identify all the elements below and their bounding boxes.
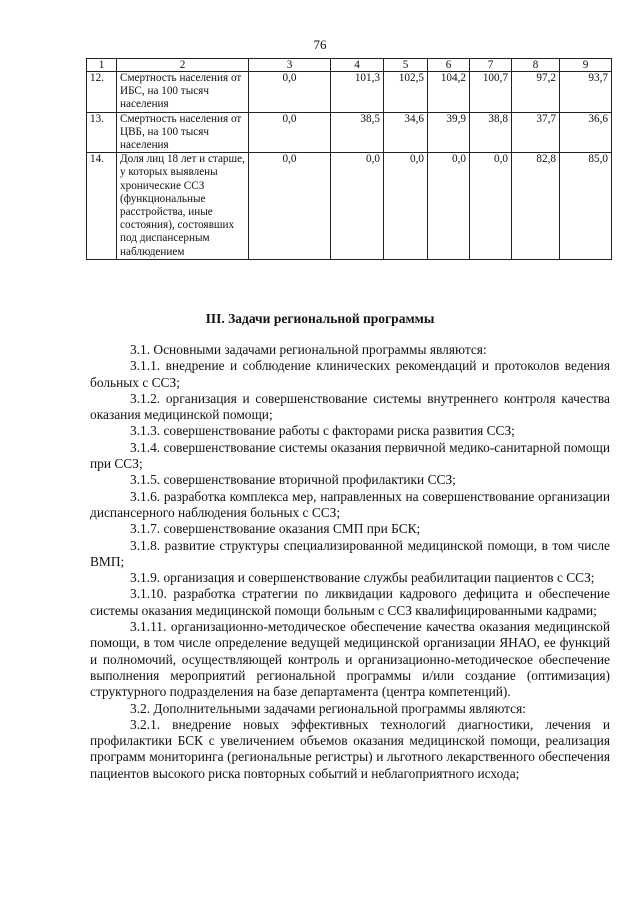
paragraph: 3.1.6. разработка комплекса мер, направленных на совершенствование организации диспансерного наблюдения больных с ССЗ; bbox=[90, 488, 610, 520]
cell-value: 0,0 bbox=[249, 112, 331, 153]
paragraph: 3.2. Дополнительными задачами региональной программы являются: bbox=[130, 700, 526, 716]
cell-value: 100,7 bbox=[470, 72, 512, 113]
cell-value: 101,3 bbox=[331, 72, 384, 113]
cell-value: 39,9 bbox=[428, 112, 470, 153]
table-row bbox=[87, 72, 612, 113]
row-number: 13. bbox=[87, 112, 117, 153]
cell-value: 102,5 bbox=[384, 72, 428, 113]
column-header: 2 bbox=[117, 59, 249, 72]
cell-value: 38,5 bbox=[331, 112, 384, 153]
cell-value: 34,6 bbox=[384, 112, 428, 153]
cell-value: 0,0 bbox=[428, 153, 470, 260]
cell-value: 0,0 bbox=[249, 72, 331, 113]
cell-value: 0,0 bbox=[249, 153, 331, 260]
paragraph: 3.1.5. совершенствование вторичной профилактики ССЗ; bbox=[130, 472, 456, 488]
paragraph: 3.1.8. развитие структуры специализированной медицинской помощи, в том числе ВМП; bbox=[90, 537, 610, 569]
body-text bbox=[90, 342, 610, 782]
paragraph: 3.1.10. разработка стратегии по ликвидации кадрового дефицита и обеспечение системы оказания медицинской помощи больным с ССЗ квалифицированными кадрами; bbox=[90, 586, 610, 618]
cell-value: 36,6 bbox=[560, 112, 612, 153]
paragraph: 3.1.7. совершенствование оказания СМП при БСК; bbox=[130, 521, 421, 537]
row-number: 14. bbox=[87, 153, 117, 260]
cell-value: 104,2 bbox=[428, 72, 470, 113]
column-header: 3 bbox=[249, 59, 331, 72]
paragraph: 3.1. Основными задачами региональной программы являются: bbox=[130, 342, 487, 357]
row-number: 12. bbox=[87, 72, 117, 113]
column-header: 8 bbox=[512, 59, 560, 72]
paragraph: 3.1.11. организационно-методическое обеспечение качества оказания медицинской помощи, в том числе определение ведущей медицинской организации ЯНАО, ее функций и полномочий, осуществляющей контроль и организационно-методическое обеспечение выполнения мероприятий региональной программы и/или создание (оптимизация) структурного подразделения на базе департамента (центра компетенций). bbox=[90, 619, 610, 700]
page-number: 76 bbox=[313, 37, 327, 52]
cell-value: 38,8 bbox=[470, 112, 512, 153]
column-header: 7 bbox=[470, 59, 512, 72]
column-header: 1 bbox=[87, 59, 117, 72]
paragraph: 3.1.3. совершенствование работы с факторами риска развития ССЗ; bbox=[130, 423, 515, 439]
column-header: 4 bbox=[331, 59, 384, 72]
table-row bbox=[87, 112, 612, 153]
column-header: 6 bbox=[428, 59, 470, 72]
cell-value: 0,0 bbox=[470, 153, 512, 260]
section-title: III. Задачи региональной программы bbox=[205, 311, 435, 326]
paragraph: 3.1.2. организация и совершенствование системы внутреннего контроля качества оказания медицинской помощи; bbox=[90, 390, 610, 423]
indicator-name: Смертность населения от ИБС, на 100 тысяч населения bbox=[117, 72, 249, 113]
cell-value: 37,7 bbox=[512, 112, 560, 153]
column-header: 9 bbox=[560, 59, 612, 72]
cell-value: 97,2 bbox=[512, 72, 560, 113]
cell-value: 0,0 bbox=[384, 153, 428, 260]
paragraph: 3.1.9. организация и совершенствование службы реабилитации пациентов с ССЗ; bbox=[130, 570, 595, 586]
cell-value: 0,0 bbox=[331, 153, 384, 260]
paragraph: 3.1.4. совершенствование системы оказания первичной медико-санитарной помощи при ССЗ; bbox=[90, 439, 610, 472]
indicator-name: Доля лиц 18 лет и старше, у которых выявлены хронические ССЗ (функциональные расстройства, иные состояния), состоявших под диспансерным наблюдением bbox=[117, 153, 249, 260]
indicator-name: Смертность населения от ЦВБ, на 100 тысяч населения bbox=[117, 112, 249, 153]
paragraph: 3.1.1. внедрение и соблюдение клинических рекомендаций и протоколов ведения больных с ССЗ; bbox=[90, 358, 610, 390]
cell-value: 85,0 bbox=[560, 153, 612, 260]
column-header: 5 bbox=[384, 59, 428, 72]
table-header-row bbox=[87, 59, 612, 72]
paragraph: 3.2.1. внедрение новых эффективных технологий диагностики, лечения и профилактики БСК с увеличением объемов оказания медицинской помощи, реализация программ мониторинга (региональные регистры) и льготного лекарственного обеспечения пациентов высокого риска повторных событий и неблагоприятного исхода; bbox=[90, 716, 610, 781]
cell-value: 93,7 bbox=[560, 72, 612, 113]
table-row bbox=[87, 153, 612, 260]
cell-value: 82,8 bbox=[512, 153, 560, 260]
indicators-table bbox=[86, 58, 612, 260]
